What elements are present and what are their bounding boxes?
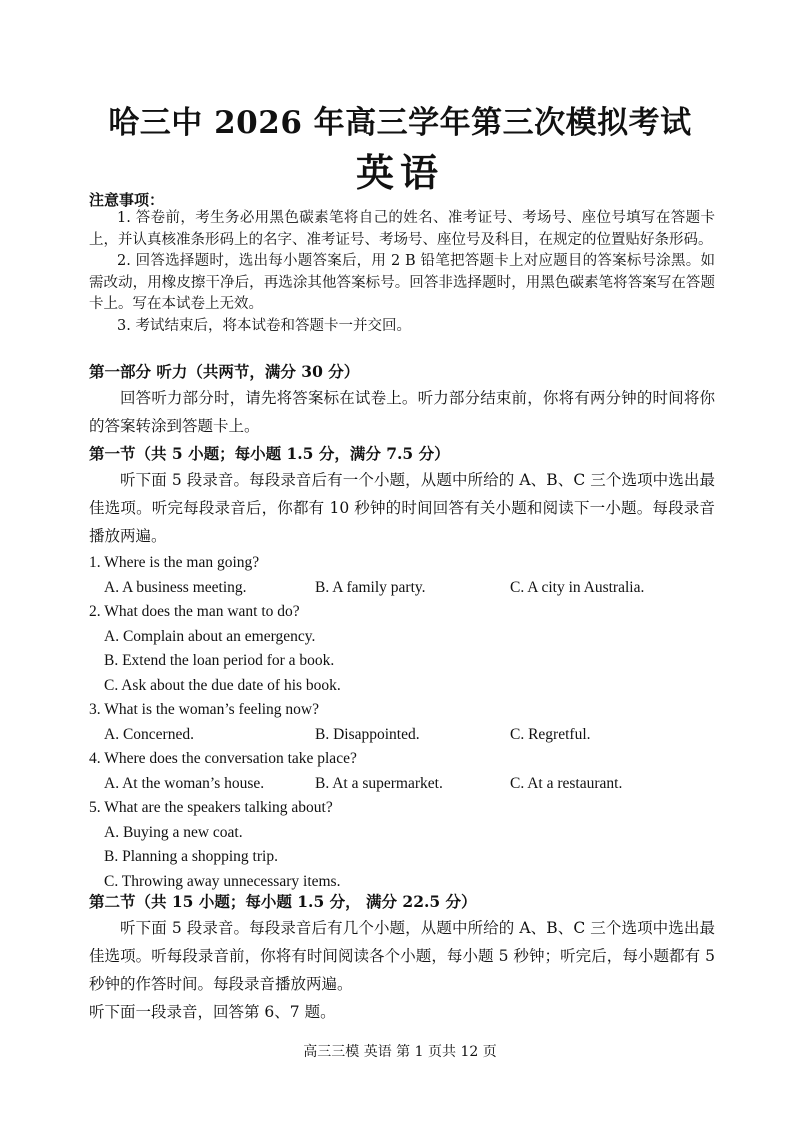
question-stem: 2. What does the man want to do? xyxy=(89,603,300,620)
part1-intro-text: 回答听力部分时，请先将答案标在试卷上。听力部分结束前，你将有两分钟的时间将你的答案转涂到答题卡上。 xyxy=(89,389,715,435)
option-c: C. Regretful. xyxy=(510,725,591,743)
section1-intro xyxy=(89,466,715,550)
question-stem: 3. What is the woman’s feeling now? xyxy=(89,701,320,718)
question-3 xyxy=(89,698,715,747)
option-b: B. Disappointed. xyxy=(315,725,420,743)
question-stem: 5. What are the speakers talking about? xyxy=(89,799,333,816)
option-c: C. Ask about the due date of his book. xyxy=(104,676,341,694)
notice-body xyxy=(89,208,715,337)
option-b: B. A family party. xyxy=(315,578,426,596)
option-a: A. Complain about an emergency. xyxy=(104,627,316,645)
notice-item: 2. 回答选择题时，选出每小题答案后，用 2 B 铅笔把答题卡上对应题目的答案标号涂黑。如需改动，用橡皮擦干净后，再选涂其他答案标号。回答非选择题时，用黑色碳素笔将答案写在答题卡上。写在本试卷上无效。 xyxy=(89,253,715,312)
question-stem: 4. Where does the conversation take place? xyxy=(89,750,357,767)
question-4 xyxy=(89,747,715,796)
section2-intro xyxy=(89,914,715,998)
part1-intro xyxy=(89,384,715,440)
section1-heading: 第一节（共 5 小题；每小题 1.5 分，满分 7.5 分） xyxy=(89,444,450,463)
section2-instruction: 听下面一段录音，回答第 6、7 题。 xyxy=(89,1003,336,1021)
exam-title: 哈三中 2026 年高三学年第三次模拟考试 xyxy=(108,105,692,141)
option-c: C. At a restaurant. xyxy=(510,774,623,792)
option-b: B. Extend the loan period for a book. xyxy=(104,652,335,669)
option-b: B. At a supermarket. xyxy=(315,774,443,792)
question-2 xyxy=(89,600,715,698)
option-a: A. Buying a new coat. xyxy=(104,823,243,841)
section1-intro-text: 听下面 5 段录音。每段录音后有一个小题，从题中所给的 A、B、C 三个选项中选出最佳选项。听完每段录音后，你都有 10 秒钟的时间回答有关小题和阅读下一小题。每段录音播放两遍。 xyxy=(89,471,715,545)
question-stem: 1. Where is the man going? xyxy=(89,554,260,571)
page-footer: 高三三模 英语 第 1 页共 12 页 xyxy=(303,1044,497,1060)
notice-item: 3. 考试结束后，将本试卷和答题卡一并交回。 xyxy=(117,317,411,334)
option-a: A. Concerned. xyxy=(104,725,194,743)
part1-heading: 第一部分 听力（共两节，满分 30 分） xyxy=(89,362,360,381)
notice-heading: 注意事项： xyxy=(89,191,165,209)
option-b: B. Planning a shopping trip. xyxy=(104,848,278,865)
question-5 xyxy=(89,796,715,894)
question-list xyxy=(89,551,715,894)
section2-heading: 第二节（共 15 小题；每小题 1.5 分， 满分 22.5 分） xyxy=(89,892,477,911)
option-a: A. A business meeting. xyxy=(104,578,247,596)
option-c: C. A city in Australia. xyxy=(510,578,645,596)
question-1 xyxy=(89,551,715,600)
subject-title: 英语 xyxy=(355,150,444,195)
option-a: A. At the woman’s house. xyxy=(104,774,265,792)
option-c: C. Throwing away unnecessary items. xyxy=(104,872,341,890)
notice-item: 1. 答卷前，考生务必用黑色碳素笔将自己的姓名、准考证号、考场号、座位号填写在答题卡上，并认真核准条形码上的名字、准考证号、考场号、座位号及科目，在规定的位置贴好条形码。 xyxy=(89,210,715,248)
section2-intro-text: 听下面 5 段录音。每段录音后有几个小题，从题中所给的 A、B、C 三个选项中选出最佳选项。听每段录音前，你将有时间阅读各个小题，每小题 5 秒钟；听完后，每小题都有 5 秒钟的作答时间。每段录音播放两遍。 xyxy=(89,919,715,993)
